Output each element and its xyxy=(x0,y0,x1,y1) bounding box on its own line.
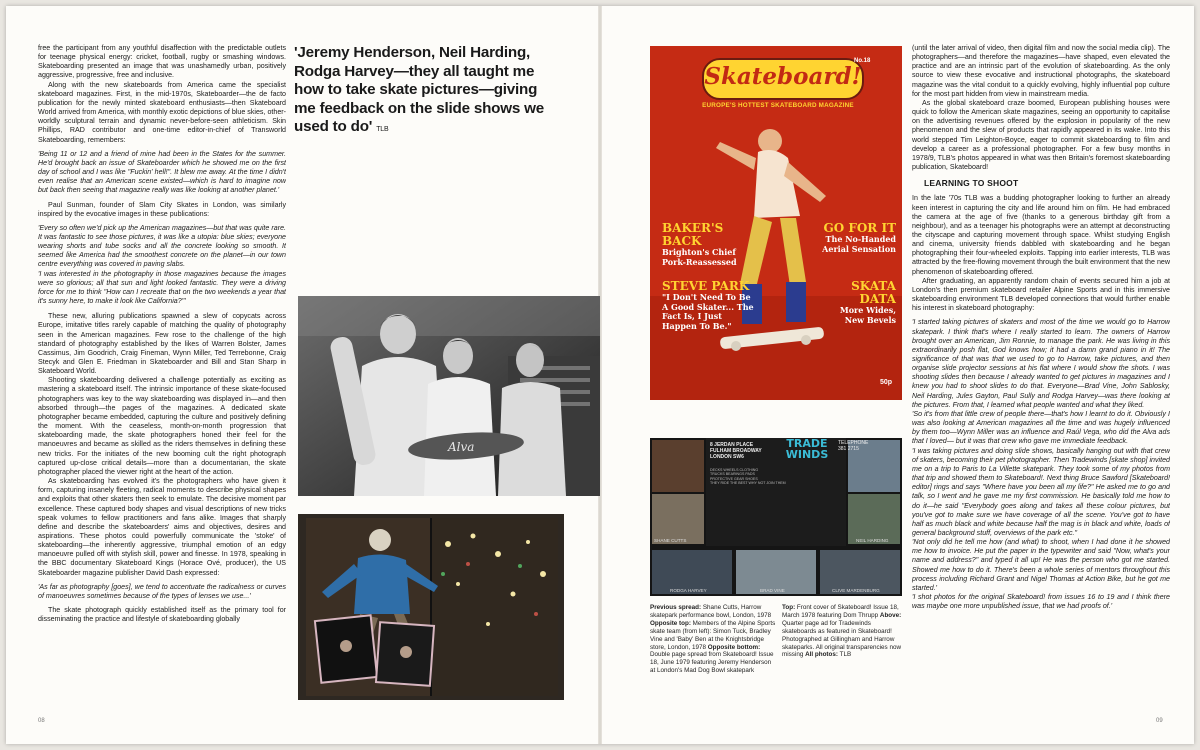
caption-label: Previous spread: xyxy=(650,604,702,611)
magazine-spread-illustration xyxy=(298,514,564,700)
ad-photo-tile xyxy=(848,494,900,544)
magazine-spread xyxy=(6,6,1194,744)
paragraph: Paul Sunman, founder of Slam City Skates in London, was similarly inspired by the evocative images in these publications: xyxy=(38,200,286,218)
caption-text: TLB xyxy=(837,651,852,659)
pull-quote xyxy=(294,44,556,140)
quote: 'I started taking pictures of skaters and most of the time we would go to Harrow skatepark. I think that's where I really started to learn. The owners of Harrow brought over an American, Jim Ronnie, to manage the park. He was living in this extraordinarily posh flat, God knows how; it had a damn grand piano in it! The significance of that was that we used to go to Harrow, take pictures, and then organise slide projector sessions at his flat where I would show the shots. I was shooting slides then because I already wanted to get pictures in magazines and I knew you had to shoot slides to do that. Everyone—Brad Vine, John Sablosky, Neil Harding, Jules Gayton, Paul Sully and Rodga Harvey—was there looking at the pictures. From that, I learned what people wanted and what they liked. xyxy=(912,318,1170,409)
cover-logo xyxy=(702,58,864,100)
cover-price: 50p xyxy=(879,379,892,386)
ad-telephone: TELEPHONE 381 2715 xyxy=(838,440,869,452)
right-text-column xyxy=(912,44,1170,708)
caption-label: Opposite bottom: xyxy=(707,643,761,651)
bw-team-photo-illustration xyxy=(298,296,600,496)
bw-team-photo xyxy=(298,296,600,496)
cover-issue-number: No.18 xyxy=(854,58,871,64)
paragraph: These new, alluring publications spawned a slew of copycats across Europe, imitative titles rarely capable of matching the quality of photography seen in the American magazines. Few rose to the challenge of the high standard of photography established by the likes of Warren Bolster, James Cassimus, Jim Goodrich, Craig Fineman, Wynn Miller, Ted Terrebonne, Craig Stecyk and Glen E. Friedman in Skateboarder and Bill and Stan Sharp in Skateboard World. xyxy=(38,312,286,376)
cover-headline-1 xyxy=(662,222,758,267)
quote: 'As far as photography [goes], we tend to accentuate the radicalness or curves of manoeuvres sometimes because of the types of lenses we use...' xyxy=(38,582,286,600)
paragraph: Along with the new skateboards from America came the specialist skateboard magazines. First, in the mid-1970s, Skateboarder—the de facto publication for the newly minted skateboard enthusiasts—then Skateboard World arrived from America, with monthly exotic depictions of blue skies, other-worldly sculptural terrain and dynamic never-before-seen athleticism. Skin Phillips, RAD contributor and one-time editor-in-chief of Transworld Skateboarding, remembers: xyxy=(38,80,286,144)
caption-text: Quarter page ad for Tradewinds skateboards as featured in Skateboard! Photographed at Gillingham and Harrow skateparks. All original transparencies now missing xyxy=(782,619,902,659)
cover-headline-sub: More Wides, New Bevels xyxy=(839,305,896,325)
ad-text-panel xyxy=(706,438,846,546)
cover-headline-sub: "I Don't Need To Be A Good Skater... The Fact Is, I Just Happen To Be." xyxy=(662,292,754,331)
paragraph: Shooting skateboarding delivered a challenge potentially as exciting as mastering a skateboard itself. The intrinsic importance of these skate-focused photographers was key to the way skateboarding was displayed in—and then absorbed through—the pages of the magazines. A dedicated skate photographer became embedded, capturing the culture and positively defining the moment. With the ceaseless, month-on-month progression that skateboarding made, the skate photographers honed their feel for the manoeuvres and became as skilled as the riders themselves in defining these new tricks. For the initiates of the new booming cult the right photograph captured up-close critical details—more than a documentarian, the skate photographer placed the viewer right at the heart of the action. xyxy=(38,376,286,476)
quote: 'I was interested in the photography in those magazines because the images were so glorious; all that sun and light looked fantastic. They were a driving force for me to think "How can I recreate that on the two weekends a year that it's sunny here, to make it look like California?"' xyxy=(38,269,286,306)
ad-photo-tile xyxy=(652,494,704,544)
magazine-cover-photo xyxy=(650,46,902,400)
tradewinds-ad-photo xyxy=(650,438,902,596)
cover-headline-2 xyxy=(820,222,896,254)
quote: 'I shot photos for the original Skateboard! from issues 16 to 19 and I think there was maybe one more unpublished issue, that we had proofs of.' xyxy=(912,593,1170,611)
ad-brand: TRADE WINDS xyxy=(785,438,829,461)
ad-photo-label: SHANE CUTTS xyxy=(654,538,687,543)
ad-photo-label: BRAD VINE xyxy=(760,588,785,593)
caption-text: Double page spread from Skateboard! Issue 18, June 1979 featuring Jeremy Henderson at London's Mad Dog Bowl skatepark xyxy=(650,651,774,675)
section-heading: LEARNING TO SHOOT xyxy=(924,178,1019,189)
cover-headline-title: BAKER'S BACK xyxy=(662,221,724,248)
ad-product-list: DECKS WHEELS CLOTHING TRUCKS BEARINGS PADS PROTECTIVE GEAR SHOES THEY RIDE THE BEST WHY NOT JOIN THEM xyxy=(710,468,786,486)
caption-label: All photos: xyxy=(805,651,838,659)
ad-photo-label: NEIL HARDING xyxy=(856,538,889,543)
cover-headline-sub: Brighton's Chief Pork-Reassessed xyxy=(662,247,737,267)
caption-text: Front cover of Skateboard! Issue 18, March 1978 featuring Dom Thrupp xyxy=(782,604,899,619)
caption-text: Shane Cutts, Harrow skatepark performance bowl, London, 1978 xyxy=(650,604,772,619)
quote: 'I was taking pictures and doing slide shows, basically hanging out with that crew of skaters, becoming their pet photographer. Then Tradewinds [skate shop] invited me on a trip to Paris to La Villette skatepark. They took some of my photos from that trip and showed them to Skateboard!. Next thing Bruce Sawford [Skateboard! editor] rings and says "Where have you been all my life?" He asked me to go and talk, so I went and he gave me my first commission. He basically told me how to do it—he said "Everybody goes along and takes all these colour pictures, but you've got to make sure we have coverage of all the scene. You've got to have half as much black and white because half the mag is in black and white, loads of general background stuff, overviews of the park etc." xyxy=(912,446,1170,537)
ad-photo-label: CLIVE MARDENBURG xyxy=(832,588,880,593)
ad-photo-tile xyxy=(652,440,704,492)
paragraph: As skateboarding has evolved it's the photographers who have given it form, capturing insanely fleeting, radical moments to describe physical shapes and exploits that other skaters then seek to emulate. The decisive moment par excellence. These captured body shapes and visual descriptions of new tricks speak volumes to fellow practitioners and fans alike. Images that sharply define and describe the skateboarders' aims and objectives, desires and aspirations. These photos could powerfully communicate the 'stoke' of skateboarding—the inherently aggressive, triumphal emotion of an edgy manoeuvre pulled off with stylish skill, power and finesse. In 1978, speaking in the BBC documentary Skateboard Kings (Horace Ové, producer), the US Skateboarder magazine publisher David Dash expressed: xyxy=(38,477,286,577)
quote: 'Not only did he tell me how (and what) to shoot, when I had done it he showed me how to invoice. He put the paper in the typewriter and said "Now, what's your name and address?" and typed it all up! He was the person who got me started. Showed me how to do it. There's been a whole series of mentors throughout this process including Richard Grant and Nigel Thomas at Action Bike, but he got me started.' xyxy=(912,538,1170,592)
left-text-column xyxy=(38,44,286,706)
cover-headline-3 xyxy=(662,280,754,331)
quote: 'Every so often we'd pick up the American magazines—but that was quite rare. It was fantastic to see those pictures, it was like a utopia: blue skies; everyone wearing shorts and tube socks and all the concrete looking so smooth. It seemed like America had the smoothest concrete on the planet—in our town centre everything was covered in paving slabs. xyxy=(38,223,286,269)
cover-headline-title: STEVE PARK xyxy=(662,279,750,293)
quote: 'So it's from that little crew of people there—that's how I learnt to do it. Obviously I was also looking at American magazines all the time and was hugely influenced by them too—Wynn Miller was an influence and Raúl Vega, who did the Alva ads that I loved— but it was that crew who gave me immediate feedback. xyxy=(912,409,1170,446)
cover-headline-sub: The No-Handed Aerial Sensation xyxy=(822,234,896,254)
paragraph: As the global skateboard craze boomed, European publishing houses were quick to follow the American skate magazines, seeing an opportunity to capitalise on the advertising revenues offered by the explosion in popularity of the new phenomenon and the slew of products that rapidly appeared in its wake. Into this world stepped Tim Leighton-Boyce, eager to commit skateboarding to film and develop a career as a professional photographer. For a few busy months in 1978/9, TLB's photos appeared in what was then Britain's foremost skateboarding publication, Skateboard! xyxy=(912,98,1170,172)
caption-label: Opposite top: xyxy=(650,619,691,627)
cover-headline-title: GO FOR IT xyxy=(823,221,896,235)
pull-quote-text: 'Jeremy Henderson, Neil Harding, Rodga Harvey—they all taught me how to take skate pictures—giving me feedback on the slide shows we used to do' xyxy=(294,44,544,136)
cover-headline-title: SKATA DATA xyxy=(851,279,896,306)
ad-photo-label: RODGA HARVEY xyxy=(670,588,707,593)
caption-label: Top: xyxy=(782,604,796,611)
paragraph: free the participant from any youthful disaffection with the predictable outlets for teenage physical energy: cricket, football, rugby or smashing windows. Skateboarding presented an image that was unashamedly urban, positively aggressive, progressive, free and inclusive. xyxy=(38,44,286,80)
cover-headline-4 xyxy=(822,280,896,325)
caption-text: Members of the Alpine Sports skate team (from left): Simon Tuck, Bradley Vine and 'Baby' Ben at the Knightsbridge store, London, 1978 xyxy=(650,619,776,651)
caption-label: Above: xyxy=(879,611,902,619)
paragraph: (until the later arrival of video, then digital film and now the social media clip). The photographers—and therefore the magazines—have shaped, even elevated the practice and are an intrinsic part of the evolution of skateboarding. As the only source to view these evocative and instructional photographs, the skateboard magazine was the vital conduit to a quickly evolving, highly influential pop culture for the most part hidden from view in mainstream media. xyxy=(912,44,1170,98)
deck-logo-text: Alva xyxy=(448,440,475,454)
caption-left xyxy=(650,604,778,708)
cover-tagline: EUROPE'S HOTTEST SKATEBOARD MAGAZINE xyxy=(702,102,854,109)
quote: 'Being 11 or 12 and a friend of mine had been in the States for the summer. He'd brought back an issue of Skateboarder which he showed me on the first day of school and I was like "Fuckin' hell!". It blew me away. At the time I didn't even realise that an American scene existed—which is hard to imagine now but back then seeing that magazine really was like looking at another planet.' xyxy=(38,149,286,195)
pull-quote-credit: TLB xyxy=(376,126,389,134)
paragraph: The skate photograph quickly established itself as the primary tool for disseminating the practice and lifestyle of skateboarding globally xyxy=(38,606,286,624)
caption-right xyxy=(782,604,906,708)
paragraph: In the late '70s TLB was a budding photographer looking to further an already keen interest in capturing the city and life around him on film. He had embraced the camera at the age of five (thanks to a generous birthday gift from a neighbour), and as a teenager his photographs were an attempt at deconstructing the cityscape and capturing movement through space. Whilst studying English and cinema, university friends dabbled with skateboarding and he began photographing their four-wheeled exploits. Tapping into earlier interests, TLB was attracted by the free-flowing movement through the built environment that the new phenomenon of skateboarding offered. xyxy=(912,194,1170,276)
paragraph: After graduating, an apparently random chain of events secured him a job at London's then premium skateboard retailer Alpine Sports and in this immersive skateboarding environment TLB developed connections that would further enable his interest in skateboard photography: xyxy=(912,276,1170,313)
cover-brand: Skateboard! xyxy=(704,63,862,90)
page-number-left: 08 xyxy=(38,718,45,724)
page-number-right: 09 xyxy=(1156,718,1163,724)
ad-address: 8 JERDAN PLACE FULHAM BROADWAY LONDON SW6 xyxy=(710,442,762,460)
magazine-spread-photo xyxy=(298,514,564,700)
